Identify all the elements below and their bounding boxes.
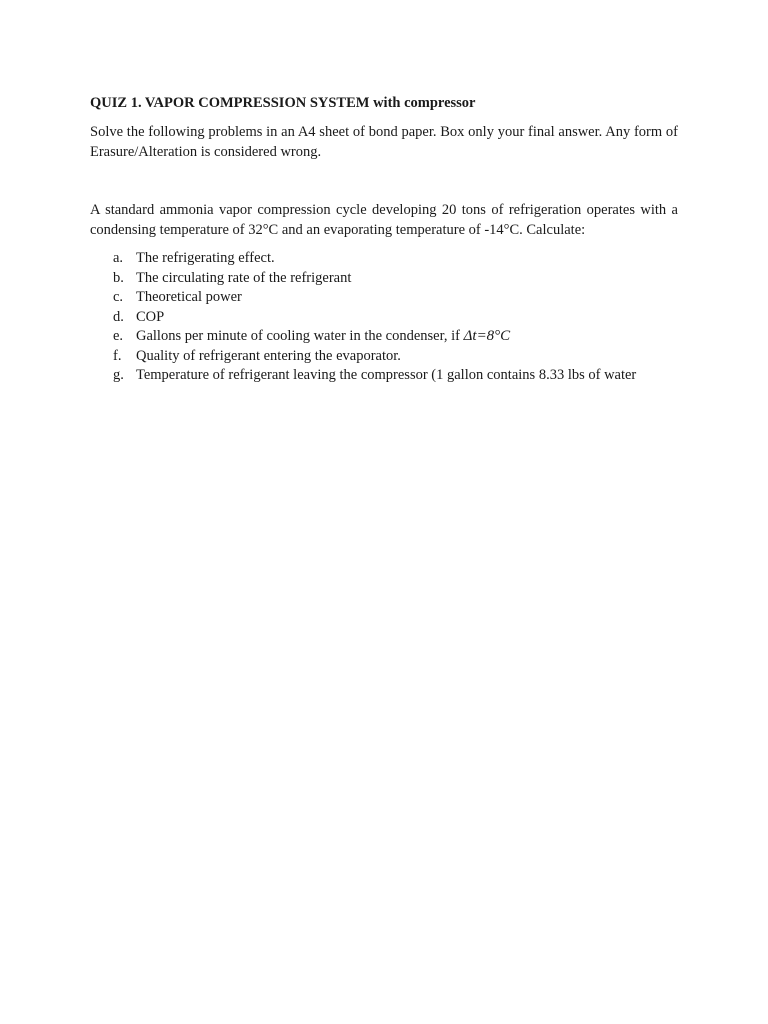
list-marker: d. bbox=[113, 308, 124, 325]
problem-statement: A standard ammonia vapor compression cycle developing 20 tons of refrigeration operates with a condensing temperature of 32°C and an evaporating temperature of -14°C. Calculate: bbox=[90, 202, 678, 238]
document-page bbox=[90, 93, 678, 386]
list-item-text: The circulating rate of the refrigerant bbox=[136, 269, 352, 286]
list-marker: a. bbox=[113, 250, 124, 266]
list-item-text: Quality of refrigerant entering the evaporator. bbox=[136, 347, 401, 364]
list-item bbox=[113, 327, 678, 347]
list-item bbox=[113, 347, 678, 367]
list-item-text-prefix: Gallons per minute of cooling water in the condenser, if bbox=[136, 328, 464, 344]
list-marker: g. bbox=[113, 367, 124, 383]
list-item-text: The refrigerating effect. bbox=[136, 250, 275, 266]
list-item-text: Theoretical power bbox=[136, 289, 242, 305]
list-item-text bbox=[136, 327, 510, 347]
list-item bbox=[113, 366, 678, 386]
list-item-text: Temperature of refrigerant leaving the compressor (1 gallon contains 8.33 lbs of water bbox=[136, 367, 637, 383]
instructions-paragraph: Solve the following problems in an A4 sheet of bond paper. Box only your final answer. Any form of Erasure/Alteration is considered wrong. bbox=[90, 124, 678, 160]
list-item bbox=[113, 249, 678, 269]
list-marker: f. bbox=[113, 347, 122, 364]
list-marker: e. bbox=[113, 328, 124, 344]
list-marker: c. bbox=[113, 289, 124, 305]
list-item bbox=[113, 308, 678, 328]
list-marker: b. bbox=[113, 269, 124, 286]
question-list bbox=[90, 249, 678, 386]
list-item bbox=[113, 288, 678, 308]
math-expression: Δt=8°C bbox=[463, 328, 511, 344]
list-item-text: COP bbox=[136, 308, 165, 325]
list-item bbox=[113, 269, 678, 289]
quiz-title: QUIZ 1. VAPOR COMPRESSION SYSTEM with compressor bbox=[90, 95, 476, 111]
